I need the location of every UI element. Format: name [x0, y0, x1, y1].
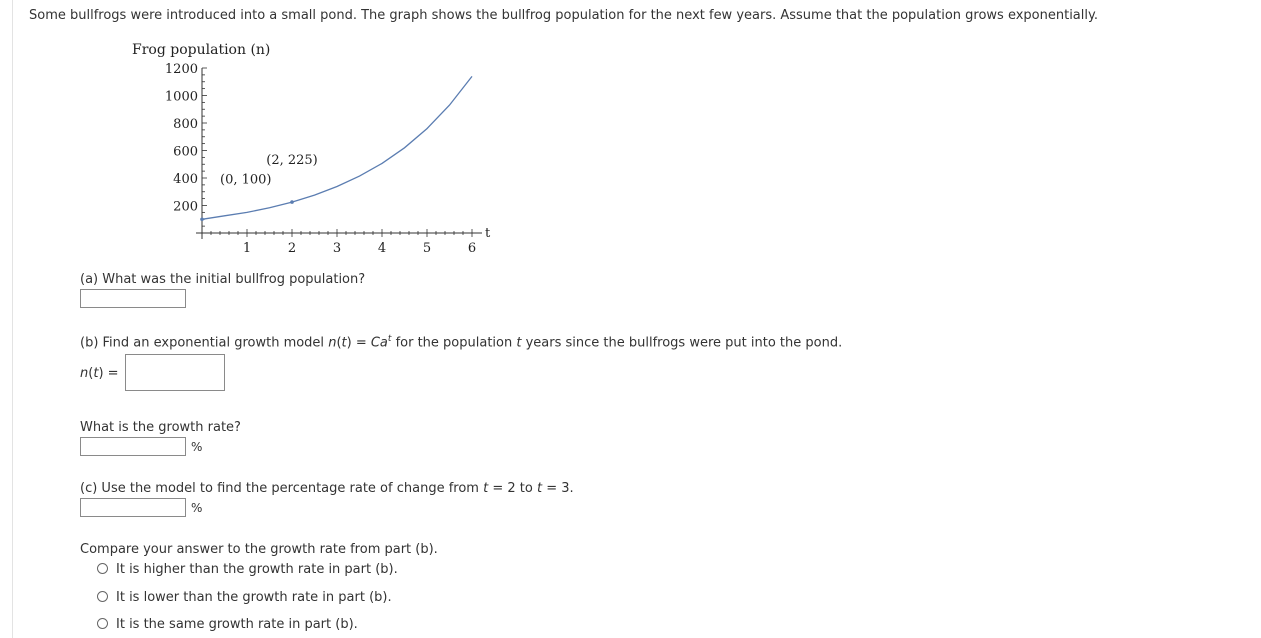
intro-text: Some bullfrogs were introduced into a small pond. The graph shows the bullfrog population for the next few years. Assume that the population grows exponentially.	[29, 8, 1098, 23]
data-point	[200, 217, 204, 221]
population-curve	[202, 76, 472, 219]
y-tick-label: 400	[173, 172, 198, 187]
y-tick-label: 600	[173, 144, 198, 160]
y-axis-label: Frog population (n)	[132, 42, 271, 58]
x-tick-label: 1	[242, 241, 252, 256]
option-lower-label: It is lower than the growth rate in part (b).	[116, 590, 392, 605]
percent-label: %	[191, 440, 203, 454]
part-a-question: (a) What was the initial bullfrog population?	[80, 272, 366, 287]
growth-rate-question: What is the growth rate?	[80, 420, 241, 435]
y-tick-label: 1000	[164, 89, 198, 105]
radio-higher[interactable]	[97, 563, 108, 574]
initial-population-input[interactable]	[80, 289, 186, 308]
part-b-question: (b) Find an exponential growth model $n(t) = Ca^t$ for the population t years since the bullfrogs were put into the pond.	[80, 334, 843, 351]
growth-rate-input[interactable]	[80, 437, 186, 456]
percent-label: %	[191, 501, 203, 515]
option-higher-label: It is higher than the growth rate in part (b).	[116, 562, 398, 577]
point-label: (2, 225)	[266, 153, 318, 169]
model-input[interactable]	[125, 354, 225, 391]
radio-lower[interactable]	[97, 591, 108, 602]
model-label: n(t) =	[80, 366, 119, 381]
radio-same[interactable]	[97, 618, 108, 629]
point-label: (0, 100)	[220, 172, 272, 188]
left-border	[12, 0, 13, 638]
x-tick-label: 2	[287, 241, 297, 256]
y-tick-label: 200	[173, 199, 198, 215]
x-axis-label: t	[485, 226, 491, 241]
x-tick-label: 5	[422, 241, 432, 256]
rate-of-change-input[interactable]	[80, 498, 186, 517]
x-tick-label: 3	[332, 241, 342, 256]
data-point	[290, 200, 294, 204]
y-tick-label: 800	[173, 117, 198, 132]
population-chart	[120, 38, 500, 260]
x-tick-label: 6	[467, 241, 477, 256]
compare-question: Compare your answer to the growth rate from part (b).	[80, 542, 438, 557]
y-tick-label: 1200	[164, 62, 198, 77]
option-same-label: It is the same growth rate in part (b).	[116, 617, 358, 632]
part-c-question: (c) Use the model to find the percentage rate of change from t = 2 to t = 3.	[80, 481, 574, 496]
x-tick-label: 4	[377, 241, 387, 256]
